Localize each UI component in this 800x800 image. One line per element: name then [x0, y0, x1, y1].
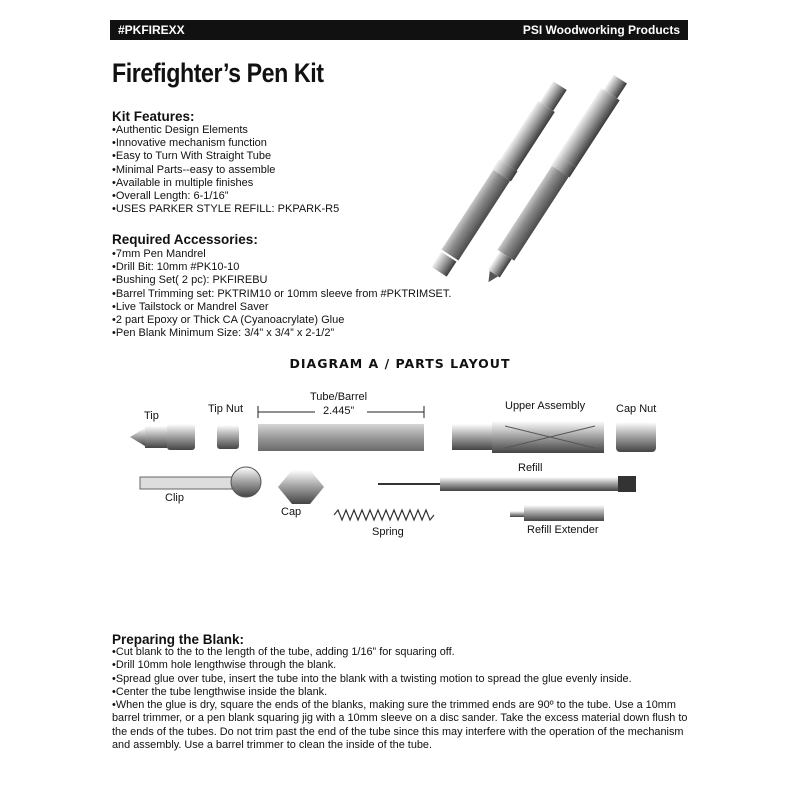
cap-nut-part — [616, 422, 656, 452]
clip-part — [140, 467, 261, 497]
spring-part — [334, 510, 434, 520]
list-item: • Live Tailstock or Mandrel Saver — [112, 301, 451, 314]
sku-label: #PKFIREXX — [118, 23, 185, 37]
list-item: • 7mm Pen Mandrel — [112, 248, 451, 261]
list-item: • When the glue is dry, square the ends of the blanks, making sure the trimmed ends are 90º to the tube. Use a 10mm barrel trimmer, or a pen blank squaring jig with a 10mm sleeve on a disc sander. Take the excess material down flush to the ends of the tubes. Do not trim past the end of the tube since this may interfere with the operation of the mechanism and assembly. Use a barrel trimmer to clean the inside of the tube. — [112, 699, 692, 752]
list-item: • Innovative mechanism function — [112, 137, 339, 150]
list-item: • USES PARKER STYLE REFILL: PKPARK-R5 — [112, 203, 339, 216]
clip-label: Clip — [165, 492, 184, 504]
list-item: • Drill 10mm hole lengthwise through the blank. — [112, 659, 692, 672]
features-heading: Kit Features: — [112, 109, 195, 124]
cap-label: Cap — [281, 506, 302, 518]
preparing-list — [112, 646, 692, 752]
tube-length-label: 2.445” — [323, 405, 355, 417]
page-title: Firefighter’s Pen Kit — [112, 58, 324, 88]
list-item: • Spread glue over tube, insert the tube into the blank with a twisting motion to spread the glue evenly inside. — [112, 673, 692, 686]
refill-label: Refill — [518, 462, 543, 474]
cap-nut-label: Cap Nut — [616, 403, 657, 415]
refill-part — [378, 476, 636, 492]
brand-label: PSI Woodworking Products — [522, 23, 680, 37]
upper-assembly-part — [452, 421, 604, 453]
list-item: • Easy to Turn With Straight Tube — [112, 150, 339, 163]
spring-label: Spring — [372, 526, 404, 538]
list-item: • Overall Length: 6-1/16” — [112, 190, 339, 203]
tube-barrel-label: Tube/Barrel — [310, 391, 368, 403]
tip-label: Tip — [144, 410, 159, 422]
list-item: • Minimal Parts--easy to assemble — [112, 164, 339, 177]
list-item: • 2 part Epoxy or Thick CA (Cyanoacrylate) Glue — [112, 314, 451, 327]
list-item: • Center the tube lengthwise inside the blank. — [112, 686, 692, 699]
accessories-heading: Required Accessories: — [112, 232, 258, 247]
refill-extender-label: Refill Extender — [527, 524, 599, 536]
preparing-heading: Preparing the Blank: — [112, 632, 245, 647]
refill-extender-part — [510, 505, 604, 521]
tip-nut-part — [217, 425, 239, 449]
tip-part — [130, 424, 195, 450]
list-item: • Authentic Design Elements — [112, 124, 339, 137]
list-item: • Barrel Trimming set: PKTRIM10 or 10mm sleeve from #PKTRIMSET. — [112, 288, 451, 301]
list-item: • Pen Blank Minimum Size: 3/4” x 3/4” x 2-1/2” — [112, 327, 451, 340]
list-item: • Cut blank to the to the length of the tube, adding 1/16” for squaring off. — [112, 646, 692, 659]
tip-nut-label: Tip Nut — [208, 403, 244, 415]
cap-part — [278, 470, 324, 504]
upper-assembly-label: Upper Assembly — [505, 400, 586, 412]
list-item: • Drill Bit: 10mm #PK10-10 — [112, 261, 451, 274]
diagram-title: DIAGRAM A / PARTS LAYOUT — [289, 356, 511, 371]
tube-barrel-part — [258, 424, 424, 451]
list-item: • Available in multiple finishes — [112, 177, 339, 190]
list-item: • Bushing Set( 2 pc): PKFIREBU — [112, 274, 451, 287]
